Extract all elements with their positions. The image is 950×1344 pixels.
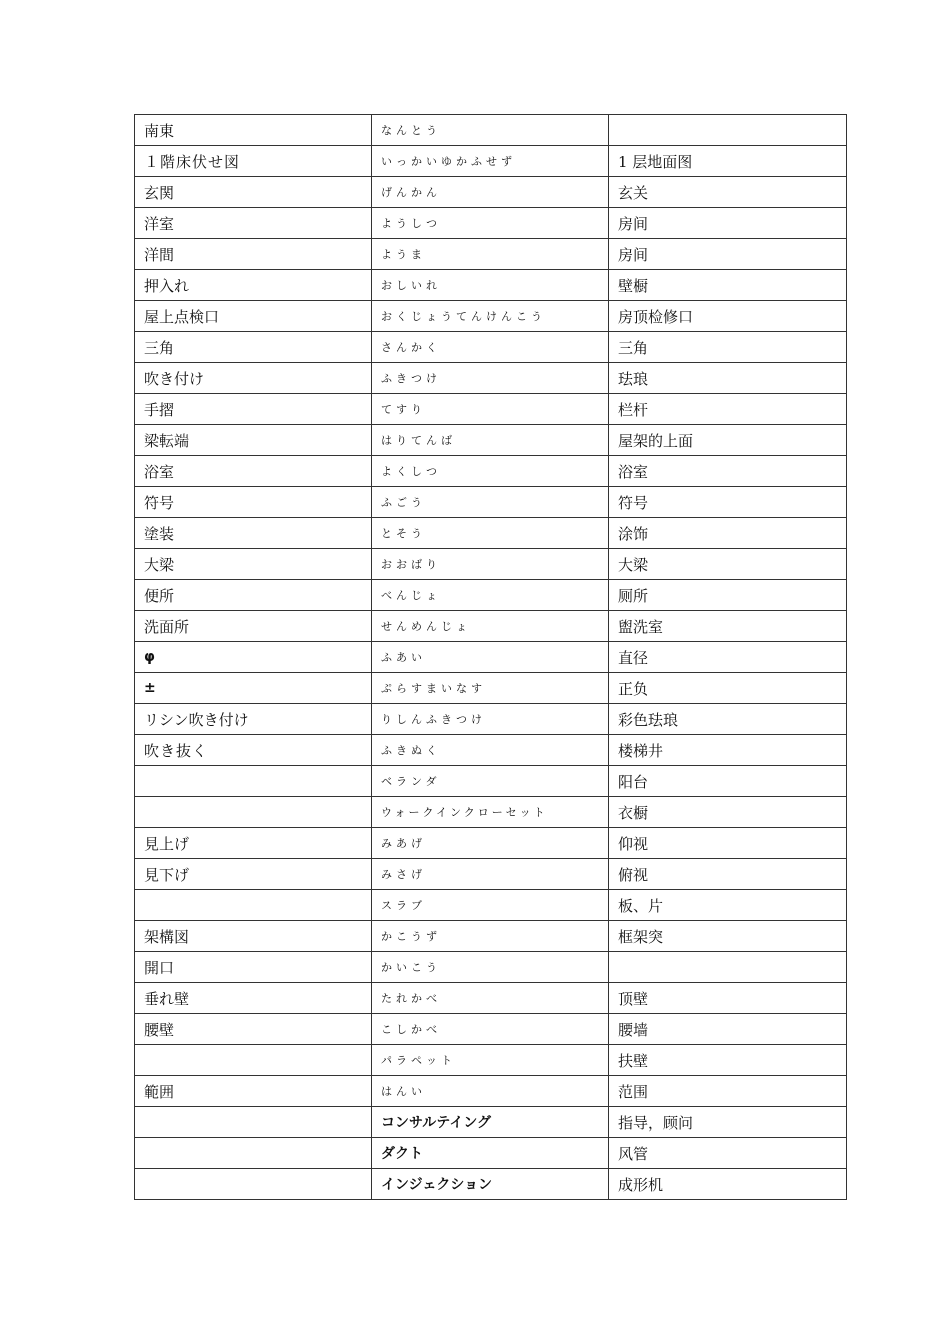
term-cell: 塗装 xyxy=(135,518,372,549)
table-row xyxy=(135,797,847,828)
chinese-cell: 三角 xyxy=(609,332,847,363)
term-cell xyxy=(135,766,372,797)
term-cell: 便所 xyxy=(135,580,372,611)
term-cell xyxy=(135,1138,372,1169)
chinese-cell: 房顶检修口 xyxy=(609,301,847,332)
term-cell: 浴室 xyxy=(135,456,372,487)
term-cell: 垂れ壁 xyxy=(135,983,372,1014)
table-row xyxy=(135,146,847,177)
chinese-cell: 彩色珐琅 xyxy=(609,704,847,735)
table-row xyxy=(135,1169,847,1200)
chinese-cell: 符号 xyxy=(609,487,847,518)
reading-cell: せんめんじょ xyxy=(372,611,609,642)
reading-cell: ようしつ xyxy=(372,208,609,239)
table-row xyxy=(135,735,847,766)
term-cell: 手摺 xyxy=(135,394,372,425)
reading-cell: さんかく xyxy=(372,332,609,363)
table-row xyxy=(135,208,847,239)
table-row xyxy=(135,301,847,332)
chinese-cell: 阳台 xyxy=(609,766,847,797)
chinese-cell: 盥洗室 xyxy=(609,611,847,642)
table-row xyxy=(135,115,847,146)
term-cell: 玄関 xyxy=(135,177,372,208)
chinese-cell: 大梁 xyxy=(609,549,847,580)
reading-cell: インジェクション xyxy=(372,1169,609,1200)
reading-cell: スラブ xyxy=(372,890,609,921)
term-cell: 大梁 xyxy=(135,549,372,580)
chinese-cell: 1 层地面图 xyxy=(609,146,847,177)
reading-cell: かいこう xyxy=(372,952,609,983)
table-row xyxy=(135,828,847,859)
term-cell: １階床伏せ図 xyxy=(135,146,372,177)
table-row xyxy=(135,890,847,921)
table-row xyxy=(135,642,847,673)
term-cell: 南東 xyxy=(135,115,372,146)
term-cell: 見下げ xyxy=(135,859,372,890)
chinese-cell: 玄关 xyxy=(609,177,847,208)
reading-cell: おしいれ xyxy=(372,270,609,301)
term-cell: 三角 xyxy=(135,332,372,363)
table-row xyxy=(135,859,847,890)
chinese-cell: 腰墙 xyxy=(609,1014,847,1045)
chinese-cell: 成形机 xyxy=(609,1169,847,1200)
reading-cell: はりてんば xyxy=(372,425,609,456)
reading-cell: はんい xyxy=(372,1076,609,1107)
reading-cell: かこうず xyxy=(372,921,609,952)
term-cell: 開口 xyxy=(135,952,372,983)
chinese-cell: 顶壁 xyxy=(609,983,847,1014)
reading-cell: ふきつけ xyxy=(372,363,609,394)
term-cell xyxy=(135,797,372,828)
table-row xyxy=(135,766,847,797)
chinese-cell: 风管 xyxy=(609,1138,847,1169)
term-cell: 腰壁 xyxy=(135,1014,372,1045)
chinese-cell: 扶壁 xyxy=(609,1045,847,1076)
reading-cell: たれかべ xyxy=(372,983,609,1014)
chinese-cell: 范围 xyxy=(609,1076,847,1107)
table-row xyxy=(135,425,847,456)
term-cell: 梁転端 xyxy=(135,425,372,456)
reading-cell: てすり xyxy=(372,394,609,425)
chinese-cell: 屋架的上面 xyxy=(609,425,847,456)
reading-cell: みあげ xyxy=(372,828,609,859)
table-row xyxy=(135,580,847,611)
table-row xyxy=(135,332,847,363)
chinese-cell: 珐琅 xyxy=(609,363,847,394)
term-cell: 吹き付け xyxy=(135,363,372,394)
table-row xyxy=(135,1045,847,1076)
chinese-cell: 框架突 xyxy=(609,921,847,952)
chinese-cell: 房间 xyxy=(609,239,847,270)
term-cell xyxy=(135,1169,372,1200)
reading-cell: なんとう xyxy=(372,115,609,146)
term-cell: 符号 xyxy=(135,487,372,518)
chinese-cell: 房间 xyxy=(609,208,847,239)
chinese-cell: 正负 xyxy=(609,673,847,704)
reading-cell: コンサルテイング xyxy=(372,1107,609,1138)
chinese-cell: 厕所 xyxy=(609,580,847,611)
reading-cell: おおばり xyxy=(372,549,609,580)
chinese-cell: 仰视 xyxy=(609,828,847,859)
table-row xyxy=(135,704,847,735)
reading-cell: こしかべ xyxy=(372,1014,609,1045)
table-row xyxy=(135,1076,847,1107)
reading-cell: ようま xyxy=(372,239,609,270)
term-cell xyxy=(135,890,372,921)
reading-cell: ふあい xyxy=(372,642,609,673)
table-row xyxy=(135,487,847,518)
term-cell: 吹き抜く xyxy=(135,735,372,766)
term-cell: 架構図 xyxy=(135,921,372,952)
term-cell: ± xyxy=(135,673,372,704)
table-row xyxy=(135,549,847,580)
chinese-cell: 板、片 xyxy=(609,890,847,921)
table-row xyxy=(135,952,847,983)
chinese-cell: 栏杆 xyxy=(609,394,847,425)
chinese-cell: 直径 xyxy=(609,642,847,673)
table-row xyxy=(135,456,847,487)
reading-cell: よくしつ xyxy=(372,456,609,487)
reading-cell: ウォークインクローセット xyxy=(372,797,609,828)
glossary-table xyxy=(134,114,847,1200)
reading-cell: べんじょ xyxy=(372,580,609,611)
reading-cell: りしんふきつけ xyxy=(372,704,609,735)
term-cell: 洋室 xyxy=(135,208,372,239)
chinese-cell: 浴室 xyxy=(609,456,847,487)
reading-cell: ぷらすまいなす xyxy=(372,673,609,704)
term-cell xyxy=(135,1045,372,1076)
term-cell: 屋上点検口 xyxy=(135,301,372,332)
reading-cell: ベランダ xyxy=(372,766,609,797)
table-row xyxy=(135,673,847,704)
chinese-cell: 衣橱 xyxy=(609,797,847,828)
reading-cell: みさげ xyxy=(372,859,609,890)
chinese-cell xyxy=(609,952,847,983)
reading-cell: ふきぬく xyxy=(372,735,609,766)
table-row xyxy=(135,394,847,425)
term-cell: 範囲 xyxy=(135,1076,372,1107)
table-row xyxy=(135,239,847,270)
chinese-cell: 楼梯井 xyxy=(609,735,847,766)
chinese-cell xyxy=(609,115,847,146)
table-row xyxy=(135,983,847,1014)
table-row xyxy=(135,1107,847,1138)
table-row xyxy=(135,611,847,642)
term-cell xyxy=(135,1107,372,1138)
reading-cell: とそう xyxy=(372,518,609,549)
reading-cell: ダクト xyxy=(372,1138,609,1169)
reading-cell: パラペット xyxy=(372,1045,609,1076)
reading-cell: いっかいゆかふせず xyxy=(372,146,609,177)
table-row xyxy=(135,270,847,301)
table-row xyxy=(135,177,847,208)
chinese-cell: 壁橱 xyxy=(609,270,847,301)
term-cell: 押入れ xyxy=(135,270,372,301)
table-row xyxy=(135,1014,847,1045)
chinese-cell: 俯视 xyxy=(609,859,847,890)
term-cell: 洋間 xyxy=(135,239,372,270)
term-cell: 洗面所 xyxy=(135,611,372,642)
reading-cell: げんかん xyxy=(372,177,609,208)
reading-cell: おくじょうてんけんこう xyxy=(372,301,609,332)
term-cell: φ xyxy=(135,642,372,673)
chinese-cell: 指导，顾问 xyxy=(609,1107,847,1138)
chinese-cell: 涂饰 xyxy=(609,518,847,549)
glossary-body xyxy=(135,115,847,1200)
table-row xyxy=(135,518,847,549)
reading-cell: ふごう xyxy=(372,487,609,518)
term-cell: 見上げ xyxy=(135,828,372,859)
table-row xyxy=(135,363,847,394)
table-row xyxy=(135,1138,847,1169)
table-row xyxy=(135,921,847,952)
term-cell: リシン吹き付け xyxy=(135,704,372,735)
